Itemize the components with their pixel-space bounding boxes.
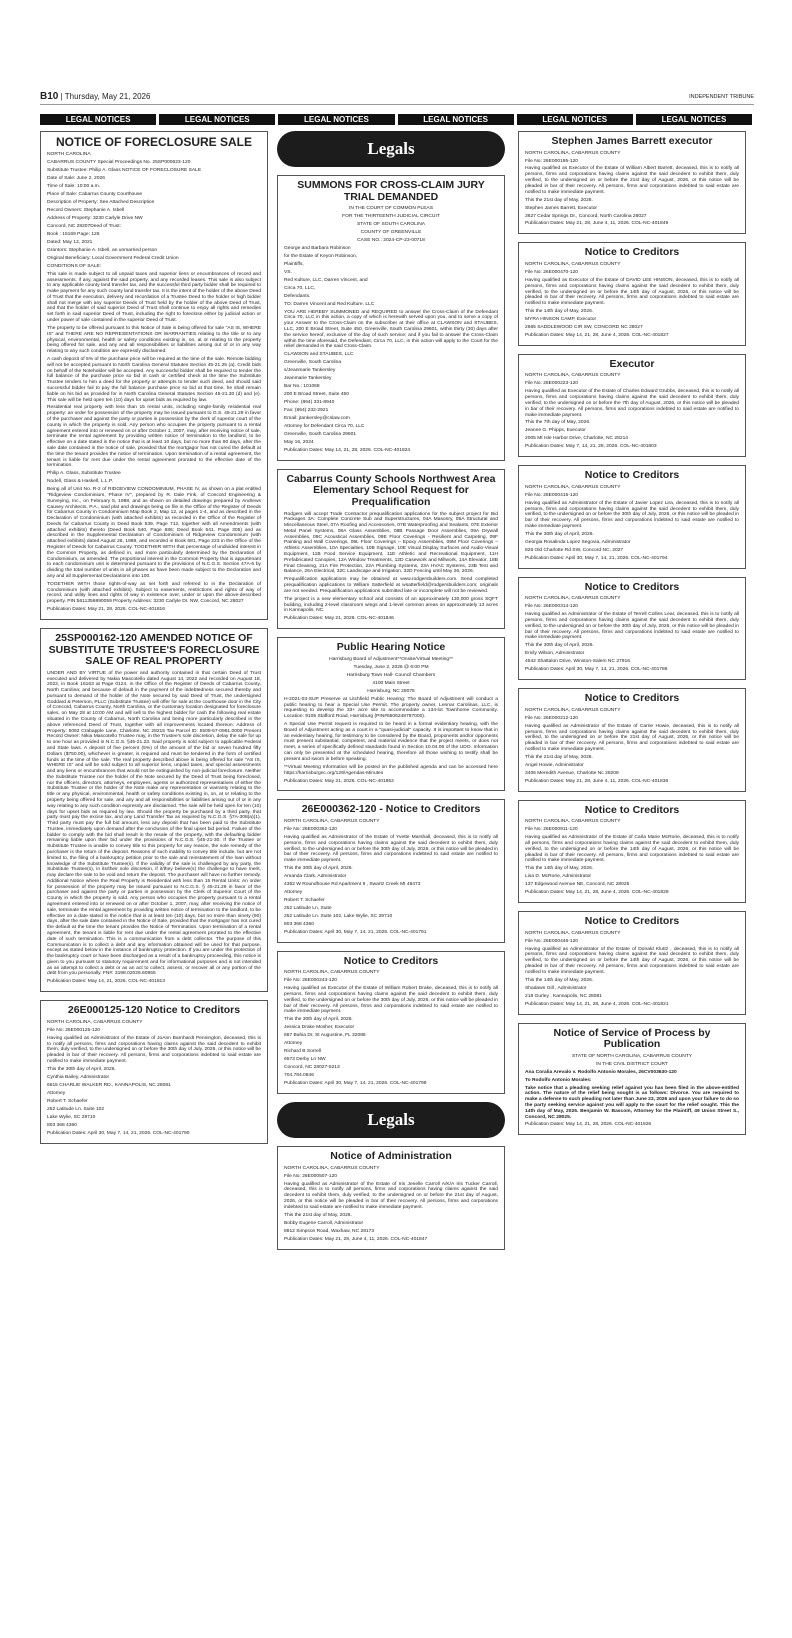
notice-text: File No: 26E000507-120	[284, 1173, 338, 1179]
notice-text: NORTH CAROLINA, CABARRUS COUNTY	[525, 150, 621, 156]
notice-text: Robert T. Schaefer	[284, 897, 325, 903]
notice-title: Notice to Creditors	[584, 803, 680, 816]
notice-text: COUNTY OF GREENVILLE	[360, 230, 422, 235]
notice-text: CLAWSON and STAUBES, LLC	[284, 352, 354, 358]
legals-banner: Legals	[277, 1102, 505, 1138]
section-banner: LEGAL NOTICES	[636, 114, 752, 125]
notice-text: Dated: May 12, 2021	[47, 239, 93, 245]
legal-notice	[277, 799, 505, 942]
legal-notice	[40, 131, 268, 620]
notice-text: Greenville, South Carolina 29601	[284, 432, 357, 438]
notice-text: NORTH CAROLINA	[47, 152, 91, 158]
notice-text: Record Owners: Stephanie A. Isbell	[47, 207, 125, 213]
notice-text: Bar No.: 101068	[284, 384, 320, 390]
notice-text: File No: 26E000314-120	[525, 604, 579, 610]
notice-title: Notice to Creditors	[584, 469, 680, 482]
notice-text: NORTH CAROLINA, CABARRUS COUNTY	[284, 970, 380, 976]
page-number: B10	[40, 91, 59, 102]
notice-text: 8812 Simpson Road, Waxhaw, NC 28173	[284, 1228, 375, 1234]
notice-text: TO: Darren Vincent and Red Kulture, LLC	[284, 301, 375, 307]
notice-text: NORTH CAROLINA, CABARRUS COUNTY	[284, 819, 380, 825]
notice-text: CABARRUS COUNTY Special Proceedings No. 25SP000623-120	[47, 160, 191, 166]
notice-text: Bobby Eugene Carroll, Administrator	[284, 1220, 364, 1226]
notice-title: 26E000362-120 - Notice to Creditors	[301, 803, 481, 816]
notice-text: This the 30th day of April, 2026.	[525, 531, 594, 537]
notice-text: This the 30th day of April, 2026.	[525, 643, 594, 649]
notice-title: Notice to Creditors	[584, 692, 680, 705]
notice-text: Circa 70, LLC,	[284, 285, 316, 291]
notice-text: 3406 Meredith Avenue, Charlotte Nc 28208	[525, 770, 619, 776]
notice-text: NORTH CAROLINA, CABARRUS COUNTY	[525, 707, 621, 713]
notice-text: Having qualified as Administrator of the Estate of Yvette Marshall, deceased, this is to notify all persons, firms and corporations having claims against the said decedent to exhibit them, duly verified, to the undersigned on or before the 30th day of July, 2026, or this notice will be pleaded in bar of their recovery. All persons, firms and corporations indebted to said estate are notified to make immediate payment.	[284, 834, 498, 864]
notice-text: Having qualified as Executor of the Estate of Charles Edward Grubbs, deceased, this is to notify all persons, firms and corporations having claims against the said decedent to exhibit them, duly verified, to the undersigned on or before the 7th day of August, 2026, or this notice will be pleaded in bar of their recovery. All persons, firms and corporations indebted to said estate are notified to make immediate payment.	[525, 389, 739, 418]
notice-title: Notice of Administration	[330, 1150, 452, 1163]
notice-text: May 16, 2024	[284, 440, 314, 445]
notice-text: Fax: (864) 232-2921	[284, 408, 329, 414]
notice-text: CONDITIONS OF SALE:	[47, 263, 102, 269]
notice-text: Being all of Unit No. R-2 of RIDGEVIEW CONDOMINIUM, PHASE IV, as shown on a plat entitled "Ridgeview Condominium, Phase IV", prepared by R. Dale Fink, of Concord Engineering & Surveying, Inc., on February 5, 1988, and as shown on detailed drawings prepared by Andrews Causey Architects, P.A., said plat and drawings being on file in the Office of the Register of Deeds for Cabarrus County in Condominium Map Book 2, Map 12, at pages 1-4, and as described in the Declaration of Condominium (with attached exhibits) as recorded in the Office of the Register of Deeds for Cabarrus County in Deed Book 539, Page 712, together with all Amendments (with attached exhibits) thereto (Deed Book 540, Page 686; Deed Book 541, Page 305) and as described in the Supplemental Declaration of Condominium of Ridgeview Condominium (with attached exhibits) dated August 26, 1988, and recorded in Book 681, Page 223 in the Office of the Register of Deeds for Cabarrus County. TOGETHER WITH that percentage of undivided interest in the Common Property, as defined in, and more particularly determined by the Declaration of Condominium, as amended. The proportional interest in the Common Property that is appurtenant to each condominium unit is determined pursuant to the provisions of N.C.G.S. Section 47A-6 by dividing the total number of units in all phases as have been made subject to the Declaration and any and all Supplemental Declarations into 100.	[47, 487, 261, 579]
legal-notice	[518, 354, 746, 457]
notice-text: Publication Dates: May 14, 21, 28, 2026. COL-NC-401824	[284, 447, 411, 453]
notice-text: 218 Gurley , Kannapolis, NC 28081	[525, 993, 602, 999]
notice-text: Red Kulture, LLC, Darren Vincent, and	[284, 277, 368, 283]
notice-text: File No: 26E000243-120	[284, 978, 338, 984]
notice-text: Having qualified as Executor of the Estate of William Robert Drake, deceased, this is to notify all persons, firms and corporations having claims against the said decedent to exhibit them, duly verified, to the undersigned on or before the 30th day of July, 2026, or this notice will be pleaded in bar of their recovery. All persons, firms and corporations indebted to said estate are notified to make immediate payment.	[284, 986, 498, 1015]
legal-notice	[518, 911, 746, 1014]
notice-text: Description of Property: See Attached Description	[47, 200, 155, 205]
column-right	[518, 131, 746, 1143]
notice-text: 803 368 4360	[47, 1122, 77, 1128]
notice-text: 4542 Shattalon Drive, Winston-Salem NC 27916	[525, 659, 630, 665]
notice-text: File No: 26E000125-120	[47, 1027, 101, 1033]
notice-title: SUMMONS FOR CROSS-CLAIM JURY TRIAL DEMANDED	[297, 179, 485, 203]
publication-name: INDEPENDENT TRIBUNE	[689, 94, 754, 100]
notice-text: Publication Dates: May 14, 21, 28, June 4, 2026. COL-NC-401827	[525, 332, 669, 338]
notice-text: NORTH CAROLINA, CABARRUS COUNTY	[525, 262, 621, 267]
notice-text: Having qualified as Administrator of the Estate of Terrell Collins Lear, deceased, this is to notify all persons, firms and corporations having claims against the said decedent to exhibit them, duly verified, to the undersigned on or before the 30th day of July, 2026, or this notice will be pleaded in bar of their recovery. All persons, firms and corporations indebted to said estate are notified to make immediate payment.	[525, 612, 739, 641]
notice-text: File No: 26E000470-120	[525, 269, 579, 275]
notice-text: IN THE CIVIL DISTRICT COURT	[596, 1061, 668, 1067]
notice-title: Cabarrus County Schools Northwest Area Elementary School Request for Prequalification	[286, 472, 496, 509]
notice-text: 4352 W Roundhouse Rd Apartment 9 , Swartz Creek MI 48473	[284, 881, 421, 887]
notice-text: Rodgers will accept Trade Contractor prequalification applications for the subject project for Bid Packages 3A: Complete Concrete Sub and Superstructures, 04A Masonry, 05A Structural and Miscellaneous Steel, 07A Roofing and Accessories, 07B Waterproofing and Sealants, 07E Exterior Metal Panel Systems, 08A Glass Assemblies, 08B Passage Door Assemblies, 09A Drywall Assemblies, 09C Acoustical Assemblies, 09E Floor Coverings - Resilient and Carpeting, 09F Painting and Wall Coverings, 09L Floor Coverings – Epoxy Assemblies, 09M Floor Coverings – Athletic Assemblies, 10A Specialties, 10B Signage, 10E Visual Display Surfaces and Audio-Visual Equipment, 11B Food Service Equipment, 11E Athletic and Recreational Equipment, 11H Prefabricated Canopies, 12A Window Treatments, 12D Casework and Millwork, 14A Elevator, 18B Final Cleaning, 21A Fire Protection, 22A Plumbing Systems, 23A HVAC Systems, 23B Test and Balance, 26A Electrical, 32C Landscape and Irrigation, 32D Fencing until May 26, 2026.	[284, 511, 498, 575]
notice-text: Philip A. Glass, Substitute Trustee	[47, 471, 121, 477]
notice-text: 252 Latitude Ln. Suite 102	[47, 1106, 105, 1112]
notice-text: File No: 26E000362-120	[284, 826, 338, 832]
notice-text: Having qualified as Executor of the Estate of DAVID LEE HINSON, deceased, this is to notify all persons, firms and corporations having claims against the said decedent to exhibit them, duly verified, to the undersigned on or before the 14th day of August, 2026, or this notice will be pleaded in bar of their recovery. All persons, firms and corporations indebted to said estate are notified to make immediate payment.	[525, 277, 739, 307]
legal-notice	[518, 131, 746, 234]
notice-text: TOGETHER WITH those rights-of-way as set forth and referred to in the Declaration of Condominium (with attached exhibits). Subject to easements, restrictions and rights of way of record, and utility lines and rights of way in existence over, under or upon the above-described property. PIN:5611356890059 Property Address: 3230 Carlyle Dr. NW, Concord, NC 28027	[47, 581, 261, 605]
legal-notice	[277, 175, 505, 461]
notice-text: Harrisburg Board of Adjustment**Onsite/Virtual Meeting**	[329, 656, 453, 662]
notice-text: Having qualified as Administrator of the Estate of Iris Jenelle Carroll A/K/A Iris Tucker Carroll, deceased, this is to notify all persons, firms and corporations having claims against the said decedent to exhibit them, duly verified, to the undersigned on or before the 21st day of August, 2026, or this notice will be pleaded in bar of their recovery. All persons, firms and corporations indebted to said estate are notified to make immediate payment.	[284, 1181, 498, 1210]
legal-notice	[518, 800, 746, 903]
notice-text: This the 21st day of May, 2026.	[284, 1212, 352, 1218]
notice-text: Ana Coralia Arevalo v. Rodolfo Antonio Morales, 26CV003630-120	[525, 1069, 677, 1075]
notice-text: This the 30th day of April, 2026.	[284, 1017, 353, 1023]
notice-text: Date of Sale: June 2, 2026	[47, 176, 105, 182]
notice-text: Greenville, South Carolina	[284, 360, 342, 366]
notice-text: Publication Dates: May 14, 21, 28, June 4, 2026. COL-NC-401821	[525, 1001, 669, 1007]
notice-text: 137 Edgewood Avenue NE, Concord, NC 28025	[525, 882, 630, 888]
notice-text: Publication Dates: May 14, 21, 28, 2026. COL-NC-401826	[525, 1122, 652, 1128]
notice-text: YOU ARE HEREBY SUMMONED and REQUIRED to answer the Cross-Claim of the Defendant Circa 70, LLC in this action, a copy of which is herewith served upon you, and to serve a copy of your Answer to the Cross-Claim on the subscriber at their office at CLAWSON and STAUBES, LLC, 200 E Broad Street, Suite 450, Greenville, South Carolina 29601, within thirty (30) days after the service hereof, exclusive of the day of such service; and if you fail to answer the Cross-Claim within the time aforesaid, the Defendant, Circa 70, LLC, in this action will apply to the Court for the relief demanded in the said Cross-Claim.	[284, 309, 498, 350]
notice-text: This the 21st day of May, 2026.	[525, 197, 593, 203]
notice-text: Attorney	[47, 1090, 66, 1096]
notice-text: 200 E Broad Street, Suite 450	[284, 392, 349, 398]
notice-text: File No: 26E000446-120	[525, 938, 579, 944]
notice-text: 6615 CHARLIE WALKER RD., KANNAPOLIS, NC 28081	[47, 1082, 171, 1088]
notice-text: Publication Dates: May 7, 14, 21, 28, 2026. COL-NC-401803	[525, 444, 657, 450]
notice-text: Attorney	[284, 889, 303, 895]
column-middle	[277, 131, 505, 1258]
notice-text: Nodell, Glass & Haskell, L.L.P.	[47, 479, 113, 485]
notice-text: NORTH CAROLINA, CABARRUS COUNTY	[525, 930, 621, 936]
notice-text: A Special Use Permit request is required to be heard in a formal evidentiary hearing, with the Board of Adjustment acting as a court in a "quasi-judicial" capacity. It is important to know that in an evidentiary hearing, for testimony to be considered by the Board, proponents and/or opponents must present substantial, competent, and material evidence that the project meets, or does not meet, a series of specifically defined standards found in Section 10.04.06 of the UDO. Information can only be presented at the scheduled hearing, therefore all those wishing to testify shall be present and sworn in before speaking.	[284, 722, 498, 762]
notice-text: Having qualified as Administrator of the Estate of JoAnn Barnhardt Pennington, deceased, this is to notify all persons, firms and corporations having claims against the said decedent to exhibit them, duly verified, to the undersigned on or before the 30th day of July, 2026, or this notice will be pleaded in bar of their recovery. All persons, firms and corporations indebted to said estate are notified to make immediate payment.	[47, 1035, 261, 1064]
notice-text: A cash deposit of 5% of the purchase price will be required at the time of the sale. Remote bidding will not be accepted pursuant to North Carolina General Statutes Section 45-21.25 (a). Credit bids on behalf of the Noteholder will be accepted. Any successful bidder shall be required to tender the full balance of the purchase price so bid in cash or certified check at the time the Substitute Trustee tenders to him a deed for the property or attempts to tender such deed, and should said successful bidder fail to pay the full balance purchase price so bid at that time, he shall remain liable on his bid as provided for in North Carolina General Statutes Section 45-21.30 (d) and (e). This sale will be held open ten (10) days for upset bids as required by law.	[47, 357, 261, 403]
legal-notice	[40, 1000, 268, 1143]
legal-notice	[518, 688, 746, 791]
notice-text: Georgia Rosalinda Lopez Segovia, Administrator	[525, 539, 631, 545]
notice-text: Cynthia Bailey, Administrator	[47, 1074, 110, 1080]
notice-text: Richard B Sorrell	[284, 1049, 321, 1055]
notice-text: 687 Bahia Dr, St Augustine, FL 32086	[284, 1033, 366, 1039]
notice-text: NORTH CAROLINA, CABARRUS COUNTY	[284, 1165, 380, 1171]
section-banner-row	[40, 114, 752, 125]
notice-text: Publication Dates: May 21, 28, June 4, 11, 2026. COL-NC-401836	[525, 778, 669, 784]
notice-text: Publication Dates: April 30, May 7, 14, 21, 2026. COL-NC-401786	[525, 667, 668, 673]
notice-text: Publication Dates: April 30, May 7, 14, 21, 2026. COL-NC-401794	[525, 555, 668, 561]
notice-title: Notice to Creditors	[584, 246, 680, 259]
legal-notice	[40, 628, 268, 992]
legal-notice	[518, 242, 746, 345]
column-left	[40, 131, 268, 1152]
notice-text: Having qualified as Executor of the Estate of William Albert Barrett, deceased, this is to notify all persons, firms and corporations having claims against the said decedent to exhibit them, duly verified, to the undersigned on or before the 21st day of August, 2026, or this notice will be pleaded in bar of their recovery. All persons, firms and corporations indebted to said estate are notified to make immediate payment.	[525, 166, 739, 195]
notice-text: This the 14th day of May, 2026.	[525, 977, 594, 983]
notice-text: Attorney	[284, 1041, 303, 1047]
notice-text: Amanda Clark, Administrator	[284, 874, 347, 880]
notice-title: NOTICE OF FORECLOSURE SALE	[55, 135, 252, 149]
notice-text: Having qualified as Administrator of the Estate of Donald Kluttz , deceased, this is to notify all persons, firms and corporations having claims against the said decedent to exhibit them, duly verified, to the undersigned on or before the 14th day of August, 2026, or this notice will be pleaded in bar of their recovery. All persons, firms and corporations indebted to said estate are notified to make immediate payment.	[525, 946, 739, 975]
notice-text: This the 21st day of May, 2026.	[525, 754, 593, 760]
notice-text: Having qualified as Administrator of the Estate of Carrie Howie, deceased, this is to notify all persons, firms and corporations having claims against the said decedent to exhibit them, duly verified, to the undersigned on or before the 21st day of August, 2026, or this notice will be pleaded in bar of their recovery. All persons, firms and corporations indebted to said estate are notified to make immediate payment.	[525, 723, 739, 752]
notice-text: 2665 SADDLEWOOD CIR SW, CONCORD NC 28027	[525, 324, 643, 330]
notice-text: Publication Dates: April 30, May 7, 14, 21, 2026. COL-NC-401791	[284, 929, 427, 935]
legal-notice	[277, 1146, 505, 1249]
notice-text: 704.784.0846	[284, 1073, 314, 1079]
notice-text: 2005 Mt Isle Harbor Drive, Charlotte, NC 28214	[525, 436, 629, 442]
notice-text: Address of Property: 3230 Carlyle Drive NW	[47, 215, 143, 221]
notice-text: Publication Dates: May 21, 2026. COL-NC-401846	[284, 616, 394, 622]
notice-title: Executor	[609, 357, 655, 370]
notice-text: 826 Old Charlotte Rd SW, Concord NC, 2027	[525, 547, 624, 553]
notice-text: 4100 Main Street	[372, 680, 410, 686]
notice-text: Publication Dates: May 14, 21, 2026. COL-NC-401813	[47, 979, 165, 985]
notice-text: Prequalification applications may be obtained at www.rodgersbuilders.com. Send completed prequalification applications to William Satterfield at wsatterfield@rodgersbuilders.com; originals are not needed. Prequalification applications submitted late or incomplete will not be reviewed.	[284, 577, 498, 594]
notice-text: Book : 15169 Page: 126	[47, 231, 100, 237]
notice-text: Shadawn Gill , Administrator	[525, 985, 587, 991]
legal-notice	[518, 1023, 746, 1136]
notice-text: 6573 Derby Ln NW	[284, 1057, 326, 1063]
notice-text: File No: 26E000223-120	[525, 381, 579, 387]
notice-text: Substitute Trustee: Philip A. Glass NOTICE OF FORECLOSURE SALE	[47, 168, 202, 174]
notice-text: This sale is made subject to all unpaid taxes and superior liens or encumbrances of record and assessments, if any, against the said property, and any recorded leases. This sale is also subject to any applicable county land transfer tax, and the successful third party bidder shall be required to make payment for any such county land transfer tax. It is the intent of the holder of the above Deed of Trust that the execution, delivery and recordation of a Trustee Deed to the holder or high bidder shall not merge with any superior Deeds of Trust held by the holder of the above Deed of Trust, and that the holder of said superior Deed of Trust shall continue to enjoy all rights and remedies set forth in said superior Deed of Trust, including the right to foreclose either by judicial action or under power of sale contained in the superior Deed of Trust.	[47, 271, 261, 323]
notice-text: This the 7th day of May, 2026.	[525, 420, 591, 426]
notice-text: Defendants.	[284, 293, 311, 299]
notice-text: Concord, NC 28207Deed of Trust:	[47, 223, 121, 229]
notice-text: Emily Wilson, Administrator	[525, 651, 585, 657]
notice-text: Lisa D. McRorie, Administrator	[525, 874, 592, 880]
notice-text: NORTH CAROLINA, CABARRUS COUNTY	[47, 1019, 143, 1025]
notice-title: 26E000125-120 Notice to Creditors	[67, 1004, 241, 1017]
notice-title: Public Hearing Notice	[336, 641, 446, 654]
notice-text: Jeanne G. Phipps, Executor	[525, 428, 586, 434]
notice-title: 25SP000162-120 AMENDED NOTICE OF SUBSTITUTE TRUSTEE'S FORECLOSURE SALE OF REAL PROPERTY	[48, 632, 260, 668]
notice-text: UNDER AND BY VIRTUE of the power and authority contained in that certain Deed of Trust executed and delivered by Nakia Mascotello dated August 14, 2022 and recorded on August 18, 2022, in Book 16163 at Page 0124, in the Office of the Register of Deeds of Cabarrus County, North Carolina; and because of default in the payment of the indebtedness secured thereby and pursuant to demand of the holder of the Note secured by said Deed of Trust, the undersigned Goddard & Peterson, PLLC (Substitute Trustee) will offer for sale at the courthouse door in the City of Concord, Cabarrus County, North Carolina, or the customary location designated for foreclosure sales, on May 28 at 10:00 AM and will sell to the highest bidder for cash the following real estate situated in the County of Cabarrus, North Carolina and being more particularly described in the above referenced Deed of Trust, together with all improvements located thereon: Address of Property: 5092 Crabapple Lane, Charlotte, NC 28215 Tax Parcel ID: 5505-57-0961.0000 Present Record Owner: Nikia Mascotello Trustee may, in the Trustee's sole discretion, delay the sale for up to one hour as provided in N.C.G.S. §45-21.23. Said property is sold subject to applicable Federal and State laws. A deposit of five percent (5%) of the amount of the bid or seven hundred fifty Dollars ($750.00), whichever is greater, is required and must be tendered in the form of certified funds at the time of the sale. The real property described above is being offered for sale "AS IS, WHERE IS" and will be sold subject to all superior liens, unpaid taxes, and special assessments and any liens or encumbrances that would not be extinguished by non-judicial foreclosure. Neither the Substitute Trustee nor the holder of the Note secured by the Deed of Trust being foreclosed, nor the officers, directors, attorneys, employees, agents or authorized representatives of either the Substitute Trustee or the holder of the Note make any representation or warranty relating to the title or any physical, environmental, health or safety conditions existing in, on, at or relating to the property being offered for sale, and any and all responsibilities or liabilities arising out of or in any way relating to any such condition expressly are disclaimed. The sale will be held open for ten (10) days for upset bids as required by law. Should the property be purchased by a third party, that party must pay the excise tax, and any Land Transfer Tax as required by N.C.G.S. §7A-308(a)(1). Third party must pay the full bid amount, less any deposit that has been paid to the Substitute Trustee, immediately upon demand after the conclusion of the final upset bid period. Failure of the bidder to comply with the bid shall result in the resale of the property, with the defaulting bidder remaining liable upon their bid under the provisions of N.C.G.S. §45-21-30. If the Trustee or Substitute Trustee is unable to convey title to this property for any reason, the sole remedy of the purchaser is the return of the deposit. Reasons of such inability to convey title include, but are not limited to, the filing of a bankruptcy petition prior to the sale and reinstatement of the loan without knowledge of the Substitute Trustee(s). If the validity of the sale is challenged by any party, the Substitute Trustee(s), in its/their sole discretion, if it/they believe(s) the challenge to have merit, may declare the sale to be void and return the deposit. The purchaser will have no further remedy. Additional Notice where the Real Property is Residential with less than 15 Rental Units: An order for possession of the property may be issued pursuant to N.C.G.S. § 45-21.29 in favor of the purchaser and against the party or parties in possession by the Clerk of Superior Court of the County in which the property is sold. Any person who occupies the property pursuant to a rental agreement entered into or renewed on or after October 1, 2007, may, after receiving the notice of sale, terminate the rental agreement by providing written notice of termination to the landlord, to be effective on a date stated in the notice that is at least ten (10) days, but no more than ninety (90) days, after the sale date contained in the Notice of Sale, provided that the mortgagor has not cured the default at the time the tenant provides the Notice of Termination. Upon termination of a rental agreement, the tenant is liable for rent due under the rental agreement prorated to the effective date of such termination. This is a communication from a debt collector. The purpose of this Communication is to collect a debt and any information obtained will be used for that purpose, except as stated below in the instance of bankruptcy protection. If you are under the protection of the bankruptcy court or have been discharged as a result of a bankruptcy proceeding, this notice is given to you pursuant to statutory requirement and for informational purposes and is not intended as an attempt to collect a debt or as an act to collect, assess, or recover all or any portion of the debt from you personally. FN#: 3198.02026.60955	[47, 670, 261, 977]
notice-text: NORTH CAROLINA, CABARRUS COUNTY	[525, 596, 621, 602]
notice-text: Publication Dates: May 14, 21, 28, June 4, 2026. COL-NC-401828	[525, 890, 669, 896]
legal-notice	[518, 577, 746, 680]
notice-text: VS.	[284, 269, 292, 275]
notice-text: Concord, NC 28027-5213	[284, 1065, 340, 1071]
notice-text: The project is a new elementary school and consists of an approximately 130,000 gross SQFT building, including 2-level classroom wings and 1-level common areas on approximately 13 acres in Kannapolis, NC.	[284, 596, 498, 614]
section-banner: LEGAL NOTICES	[398, 114, 514, 125]
notice-text: Tuesday, June 2, 2026 @ 6:00 PM	[353, 664, 429, 670]
notice-text: To Rodolfo Antonio Morales:	[525, 1077, 592, 1083]
notice-text: Angel Howie, Administrator	[525, 762, 584, 768]
notice-text: Robert T. Schaefer	[47, 1098, 88, 1104]
notice-text: Publication Dates: May 21, 2026. COL-NC-401852	[284, 778, 394, 784]
notice-text: Having qualified as Administrator of the Estate of Javier Lopez Lira, deceased, this is to notify all persons, firms and corporations having claims against the said decedent to exhibit them, duly verified, to the undersigned on or before the 30th day of July, 2026, or this notice will be pleaded in bar of their recovery. All persons, firms and corporations indebted to said estate are notified to make immediate payment.	[525, 500, 739, 529]
section-banner: LEGAL NOTICES	[278, 114, 394, 125]
notice-text: Jeanmarie Tankersley	[284, 376, 332, 382]
notice-text: File No: 26E000212-120	[525, 715, 579, 721]
notice-text: Lake Wylie, SC 29710	[47, 1114, 96, 1120]
section-banner: LEGAL NOTICES	[159, 114, 275, 125]
notice-text: The property to be offered pursuant to this Notice of Sale is being offered for sale "AS IS, WHERE IS" and THERE ARE NO REPRESENTATIONS OR WARRANTIES relating to the title or to any physical, environmental, health or safety conditions existing in, on, at or relating to the property being offered for sale, and any and all responsibilities or liabilities arising out of or in any way relating to any such condition are expressly disclaimed.	[47, 325, 261, 355]
notice-text: MYRA HINSON CAMP, Executor	[525, 317, 597, 322]
notice-text: Publication Dates: April 30, May 7, 14, 21, 2026. COL-NC-401799	[284, 1081, 427, 1087]
notice-text: for the Estate of Keyon Robinson,	[284, 253, 358, 259]
notice-text: IN THE COURT OF COMMON PLEAS	[349, 206, 433, 212]
notice-text: Plaintiffs,	[284, 261, 304, 267]
notice-text: STATE OF NORTH CAROLINA, CABARRUS COUNTY	[571, 1053, 693, 1059]
notice-text: H-2021-03-SUP Preserve at Litchfield Public Hearing: The Board of Adjustment will conduct a public hearing to hear a Special Use Permit. The property owner, Lennar Carolinas, LLC, is requesting to develop the 33+ acre site to accommodate a 134-lot Townhome Community. Location: 9105 Stafford Road, Harrisburg (PIN#5506248787000).	[284, 696, 498, 720]
notice-text: File No: 26E000911-120	[525, 827, 578, 833]
notice-text: NORTH CAROLINA, CABARRUS COUNTY	[525, 819, 621, 825]
notice-text: This the 30th day of April, 2026.	[47, 1066, 116, 1072]
page-date-separator: |	[60, 92, 65, 101]
notice-text: Grantors: Stephanie A. Isbell, an unmarried person	[47, 247, 158, 253]
notice-title: Stephen James Barrett executor	[551, 135, 713, 147]
notice-text: 252 Latitude Ln, Suite	[284, 905, 332, 911]
notice-text: **Virtual Meeting Information will be posted on the published agenda and can be accessed here https://harrisburgnc.org/129/Agendas-Minutes	[284, 764, 498, 776]
notice-title: Notice to Creditors	[584, 580, 680, 593]
notice-text: Time of Sale: 10:00 a.m.	[47, 184, 101, 190]
notice-text: s/Jeanmarie Tankersley	[284, 368, 336, 374]
notice-text: Publication Dates: May 21, 28, June 4, 11, 2026. COL-NC-401847	[284, 1236, 428, 1242]
notice-text: 3627 Cedar Springs Dr., Concord, North Carolina 28027	[525, 213, 647, 219]
legal-notice	[518, 465, 746, 568]
section-banner: LEGAL NOTICES	[517, 114, 633, 125]
notice-text: STATE OF SOUTH CAROLINA	[356, 222, 426, 228]
section-banner: LEGAL NOTICES	[40, 114, 156, 125]
notice-text: George and Barbara Robinson	[284, 245, 351, 251]
notice-text: Harrisburg, NC 28075	[367, 688, 415, 694]
legal-notice	[277, 469, 505, 629]
notice-text: This the 14th day of May, 2026.	[525, 866, 594, 872]
notice-text: This the 30th day of April, 2026.	[284, 866, 353, 872]
notice-text: NORTH CAROLINA, CABARRUS COUNTY	[525, 484, 621, 490]
notice-text: Take notice that a pleading seeking relief against you has been filed in the above-entitled action. The nature of the relief being sought is as follows: Divorce. You are required to make a defense to such pleading not later than June 23, 2026 and upon your failure to do so the party seeking service against you will apply to the court for the relief sought. This the 14th day of May, 2026. Benjamin W. Bascom, Attorney for the Plaintiff, 49 Union Street S., Concord, NC 28025.	[525, 1085, 739, 1120]
notice-title: Notice to Creditors	[584, 915, 680, 928]
notice-text: This the 14th day of May, 2026.	[525, 309, 594, 315]
notice-text: Email: jtankersley@cslaw.com	[284, 416, 350, 422]
notice-title: Notice to Creditors	[343, 954, 439, 967]
notice-text: 252 Latitude Ln. Suite 102, Lake Wylie, SC 29710	[284, 913, 393, 919]
notice-text: Publication Dates: April 30, May 7, 14, 21, 2026. COL-NC-401790	[47, 1130, 190, 1136]
notice-text: Publication Dates: May 21, 28, 2026. COL-NC-401816	[47, 607, 165, 613]
notice-text: Harrisburg Town Hall- Council Chambers	[346, 672, 436, 678]
notice-text: Publication Dates: May 21, 28, June 4, 11, 2026. COL-NC-401849	[525, 221, 669, 227]
notice-text: Phone: (864) 331-8940	[284, 400, 335, 406]
notice-text: File No: 26E000415-120	[525, 492, 579, 498]
notice-text: File No: 26E000195-120	[525, 158, 579, 164]
notice-text: FOR THE THIRTEENTH JUDICIAL CIRCUIT	[342, 214, 440, 220]
notice-text: NORTH CAROLINA, CABARRUS COUNTY	[525, 373, 621, 379]
notice-text: Attorney for Defendant Circa 70, LLC	[284, 424, 365, 430]
notice-text: Residential real property with less than 15 rental units, including single-family residential real property: an order for possession of the property may be issued pursuant to G.S. 45-21.29 in favor of the purchaser and against the party or parties in possession by the clerk of superior court of the county in which the property is sold. Any person who occupies the property pursuant to a rental agreement entered into or renewed on or after October 1, 2007, may, after receiving notice of sale, terminate the rental agreement by providing written notice of termination to the landlord, to be effective on a date stated in the notice that is at least 10 days, but no more than 90 days, after the sale date contained in the notice of sale, provided that the mortgagor has not cured the default at the time the tenant provides the notice of termination. Upon termination of a rental agreement, the tenant is liable for rent due under the rental agreement prorated to the effective date of the termination.	[47, 405, 261, 469]
page-header	[40, 91, 754, 105]
notice-text: Having qualified as Administrator of the Estate of Carla Marie McRorie, deceased, this is to notify all persons, firms and corporations having claims against the said decedent to exhibit them, duly verified, to the undersigned on or before the 14th day of August, 2026, or this notice will be pleaded in bar of their recovery. All persons, firms and corporations indebted to said estate are notified to make immediate payment.	[525, 835, 739, 864]
notice-text: Jessica Drake Mosher, Executor	[284, 1025, 355, 1031]
notice-text: Place of Sale: Cabarrus County Courthouse	[47, 192, 143, 198]
notice-text: CASE NO.: 2024-CP-23-00718	[357, 237, 425, 243]
legal-notice	[277, 637, 505, 791]
notice-text: Stephen James Barrett, Executor	[525, 205, 598, 211]
notice-title: Notice of Service of Process by Publication	[553, 1026, 711, 1051]
legal-notice	[277, 951, 505, 1094]
page-date: Thursday, May 21, 2026	[64, 92, 151, 101]
notice-text: 803 368 4360	[284, 921, 314, 927]
notice-text: Original Beneficiary: Local Government Federal Credit Union	[47, 255, 179, 261]
legals-banner: Legals	[277, 131, 505, 167]
